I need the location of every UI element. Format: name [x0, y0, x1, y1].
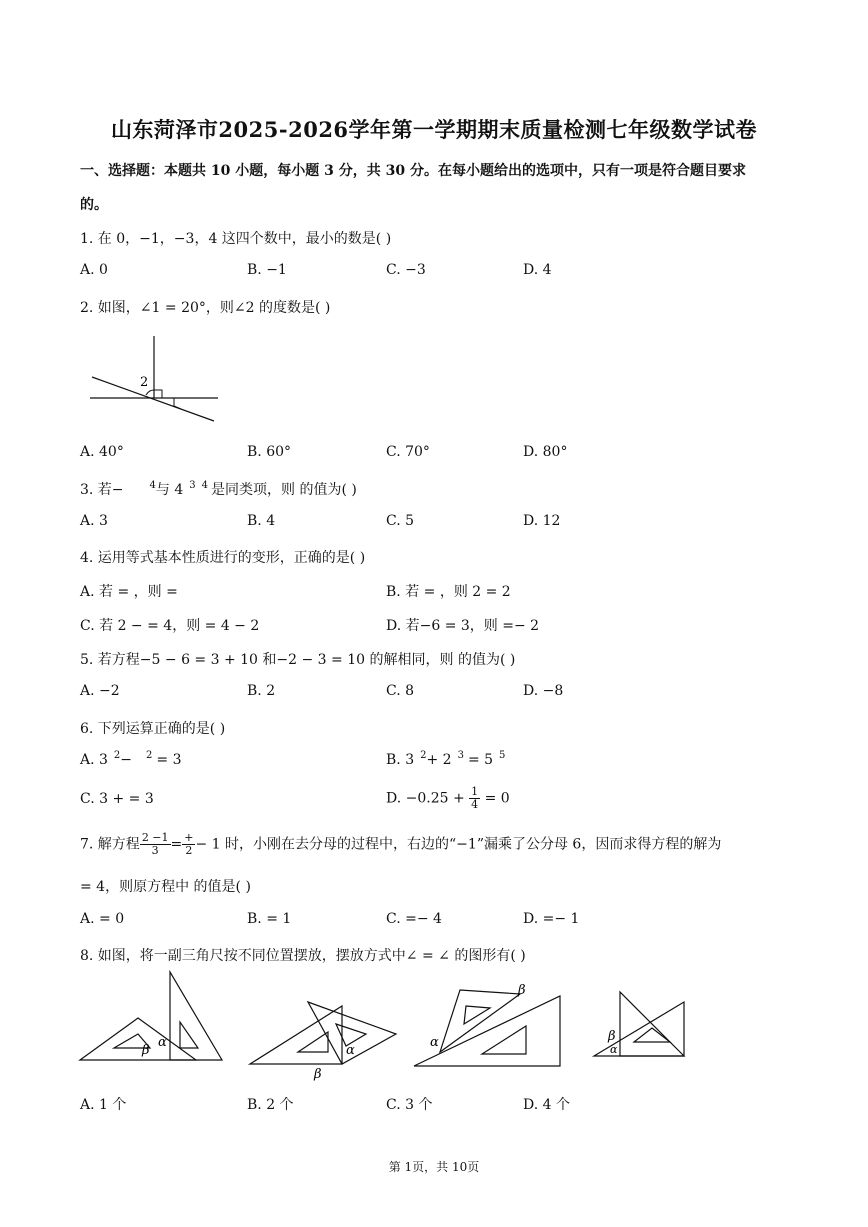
q8-fig3-triangle-1 [414, 996, 560, 1066]
q5-option-c: C. 8 [386, 683, 415, 699]
q7-equals: = [170, 836, 183, 853]
q7-fraction-left [140, 832, 171, 857]
q7-text-2: − 1 时，小刚在去分母的过程中，右边的“−1”漏乘了公分母 6，因而求得方程的解为 [195, 836, 722, 853]
q8-figure-4 [590, 986, 690, 1062]
q1-option-a: A. 0 [80, 262, 108, 278]
q8-fig1-alpha: α [158, 1035, 167, 1050]
q5-option-b: B. 2 [247, 683, 276, 699]
q8-fig4-inner [634, 1028, 670, 1042]
q2-angle-arc [146, 390, 154, 395]
q6-option-d [386, 786, 510, 811]
q5-option-d: D. −8 [523, 683, 564, 699]
q6-a-exponent-2: 2 [146, 750, 153, 761]
q7-fraction-right-numerator: + [184, 831, 194, 844]
page-footer: 第 1页，共 10页 [388, 1160, 480, 1174]
q2-stem: 2. 如图，∠1 = 20°，则∠2 的度数是( ) [80, 300, 331, 316]
q1-stem: 1. 在 0，−1，−3，4 这四个数中，最小的数是( ) [80, 231, 392, 247]
q8-fig2-alpha: α [346, 1043, 355, 1058]
q3-text-3: 是同类项，则 的值为( ) [211, 482, 357, 498]
q7-option-d: D. =− 1 [523, 911, 580, 927]
q8-option-b: B. 2 个 [247, 1097, 294, 1113]
q8-fig1-beta: β [142, 1043, 150, 1058]
q2-right-angle-mark [154, 390, 162, 398]
q6-b-exponent-1: 2 [420, 750, 427, 761]
q5-option-a: A. −2 [80, 683, 120, 699]
q2-figure-label-2: 2 [140, 375, 149, 390]
q6-b-exponent-3: 5 [499, 750, 506, 761]
q3-exponent-1: 4 [149, 480, 156, 491]
q6-option-b [386, 752, 505, 768]
q7-option-c: C. =− 4 [386, 911, 442, 927]
q8-fig4-beta: β [608, 1029, 616, 1044]
q8-stem: 8. 如图，将一副三角尺按不同位置摆放，摆放方式中∠ = ∠ 的图形有( ) [80, 948, 526, 964]
page-title: 山东菏泽市2025-2026学年第一学期期末质量检测七年级数学试卷 [110, 117, 758, 142]
q6-b-text-3: = 5 [467, 752, 494, 768]
q3-option-a: A. 3 [80, 513, 108, 529]
q8-fig4-triangle-1 [620, 992, 684, 1056]
q2-option-a: A. 40° [80, 444, 124, 460]
q6-d-fraction [469, 786, 480, 811]
q3-option-b: B. 4 [247, 513, 276, 529]
q8-figure-1 [78, 968, 228, 1064]
q3-stem [80, 479, 357, 499]
q3-option-d: D. 12 [523, 513, 561, 529]
q7-stem-line1 [80, 832, 721, 857]
section-heading-line2: 的。 [80, 197, 108, 213]
q1-option-b: B. −1 [247, 262, 287, 278]
q8-option-a: A. 1 个 [80, 1097, 127, 1113]
q6-a-exponent-1: 2 [113, 750, 121, 761]
q4-option-b: B. 若 = ，则 2 = 2 [386, 584, 511, 600]
q6-b-exponent-2: 3 [457, 750, 464, 761]
q2-figure [84, 332, 224, 427]
q2-oblique-line [92, 377, 214, 421]
q1-option-c: C. −3 [386, 262, 426, 278]
q7-fraction-left-numerator: 2 −1 [141, 831, 169, 844]
q2-option-d: D. 80° [523, 444, 568, 460]
q6-a-text-3: = 3 [156, 752, 182, 768]
q8-option-c: C. 3 个 [386, 1097, 433, 1113]
q6-d-text-2: = 0 [484, 790, 510, 807]
q8-figure-2 [248, 998, 400, 1084]
q8-fig4-alpha: α [610, 1043, 618, 1056]
q2-option-b: B. 60° [247, 444, 292, 460]
q6-d-text-1: D. −0.25 + [386, 790, 465, 807]
q4-stem: 4. 运用等式基本性质进行的变形，正确的是( ) [80, 550, 366, 566]
q7-option-a: A. = 0 [80, 911, 125, 927]
q3-option-c: C. 5 [386, 513, 415, 529]
q6-option-c: C. 3 + = 3 [80, 791, 154, 807]
q4-option-c: C. 若 2 − = 4，则 = 4 − 2 [80, 618, 260, 634]
q8-fig3-alpha: α [430, 1035, 439, 1050]
q7-text-1: 7. 解方程 [80, 836, 140, 853]
q3-text-1: 3. 若− [80, 482, 124, 498]
q6-a-text-1: A. 3 [80, 752, 108, 768]
q3-exponent-3: 4 [201, 480, 209, 491]
q6-a-text-2: − [120, 752, 133, 768]
q6-d-fraction-numerator: 1 [471, 785, 479, 798]
q8-fig1-triangle-1 [80, 1018, 196, 1060]
section-heading-line1: 一、选择题：本题共 10 小题，每小题 3 分，共 30 分。在每小题给出的选项中，只有一项是符合题目要求 [80, 163, 746, 179]
q6-b-text-1: B. 3 [386, 752, 415, 768]
q4-option-d: D. 若−6 = 3，则 =− 2 [386, 618, 540, 634]
q6-option-a [80, 752, 182, 768]
q2-option-c: C. 70° [386, 444, 430, 460]
q5-stem: 5. 若方程−5 − 6 = 3 + 10 和−2 − 3 = 10 的解相同，则 的值为( ) [80, 652, 516, 668]
q8-fig1-triangle-2-inner [180, 1022, 198, 1048]
q7-fraction-right-denominator: 2 [185, 844, 193, 857]
q6-d-fraction-denominator: 4 [471, 798, 479, 811]
q7-option-b: B. = 1 [247, 911, 292, 927]
q8-fig2-triangle-1-inner [298, 1032, 328, 1052]
q7-fraction-left-denominator: 3 [151, 844, 159, 857]
q4-option-a: A. 若 = ，则 = [80, 584, 178, 600]
q8-fig3-beta: β [518, 983, 526, 998]
q6-stem: 6. 下列运算正确的是( ) [80, 721, 226, 737]
q7-stem-line2: = 4，则原方程中 的值是( ) [80, 879, 251, 895]
q8-fig2-beta: β [314, 1067, 322, 1082]
q8-option-d: D. 4 个 [523, 1097, 570, 1113]
q8-figure-3 [410, 980, 564, 1070]
q1-option-d: D. 4 [523, 262, 552, 278]
q3-exponent-2: 3 [189, 480, 196, 491]
q7-fraction-right [182, 832, 195, 857]
q3-text-2: 与 4 [155, 482, 184, 498]
q8-fig3-triangle-2-inner [464, 1006, 490, 1024]
q6-b-text-2: + 2 [426, 752, 452, 768]
